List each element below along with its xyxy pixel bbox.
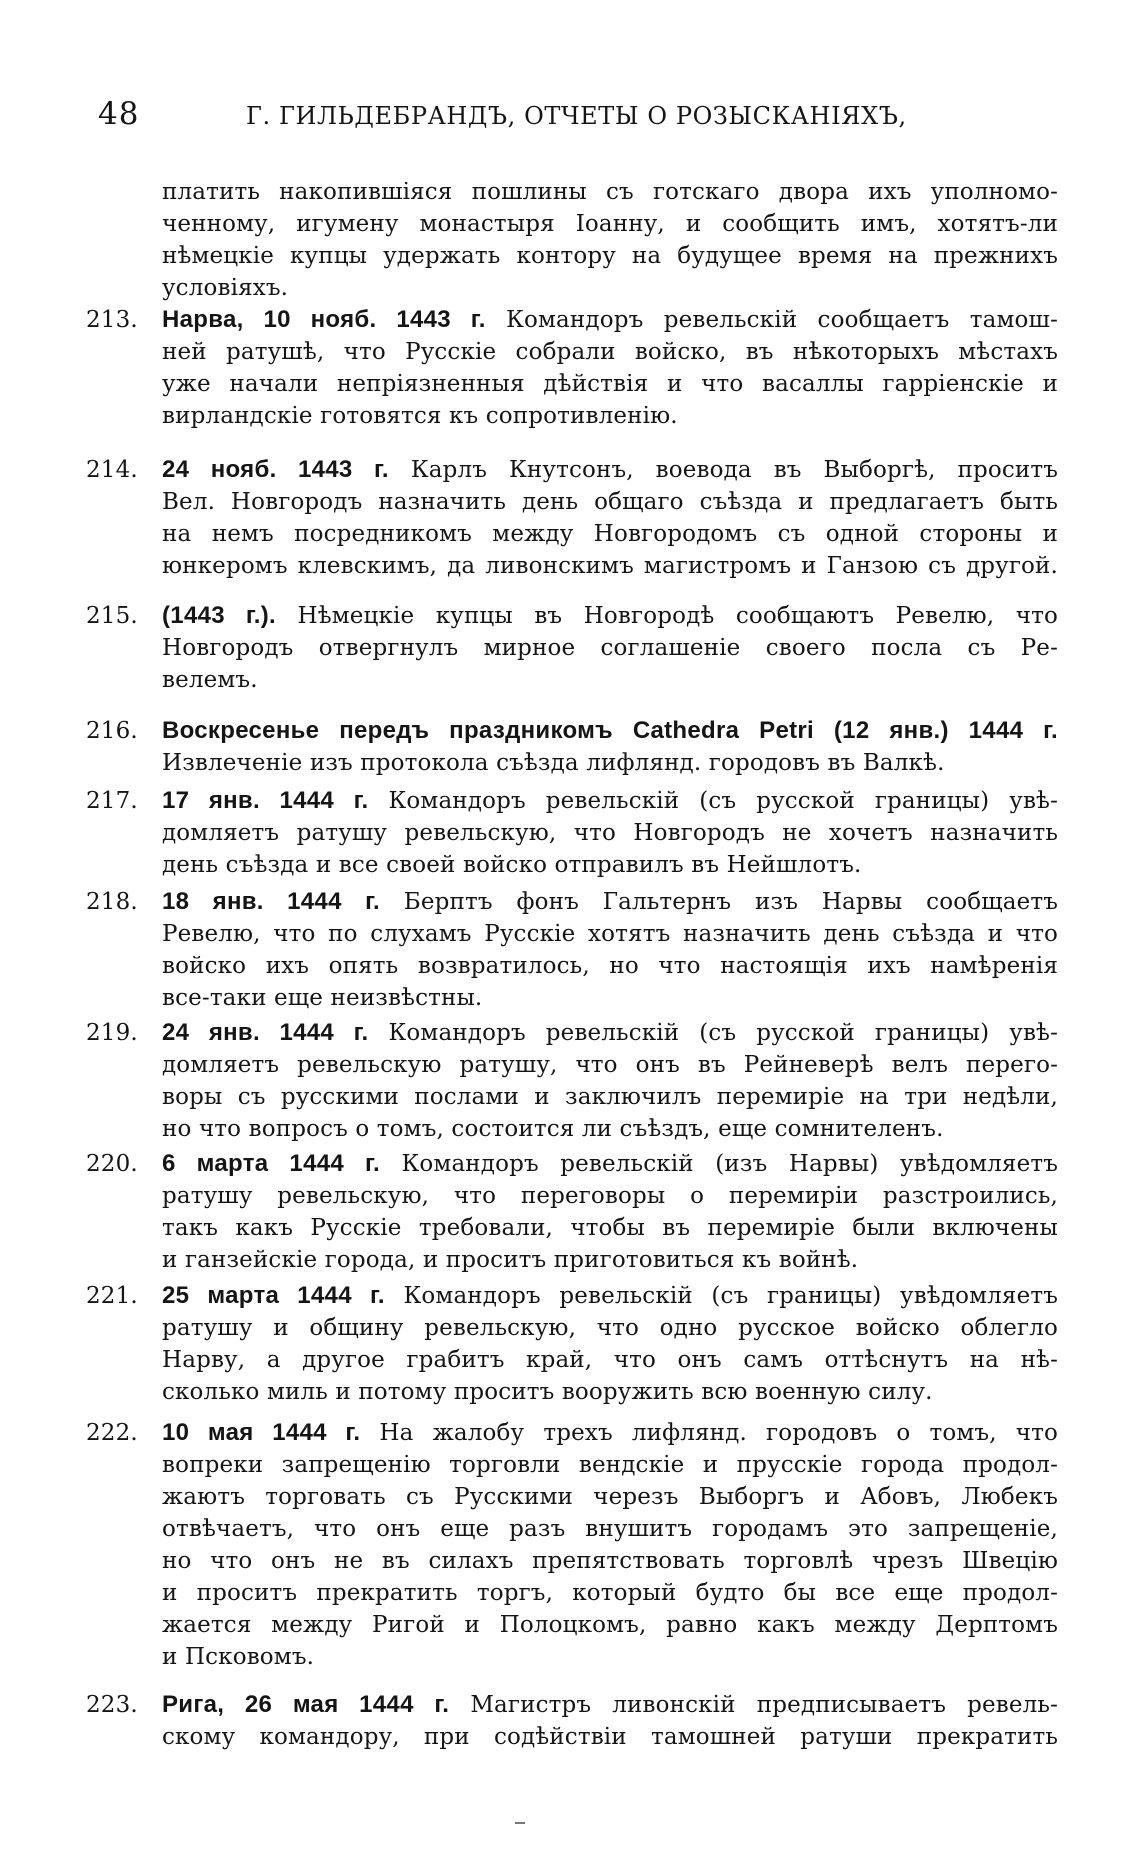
entry-text: Командоръ ревельскій (съ русской границы) увѣ- (388, 1020, 1058, 1046)
entry-214 (86, 454, 1058, 582)
entry-line: и ганзейскіе города, и проситъ приготовиться къ войнѣ. (162, 1247, 859, 1273)
entry-number: 222. (86, 1420, 138, 1446)
entry-body (162, 454, 1058, 582)
entry-221 (86, 1280, 1058, 1408)
entry-number: 223. (86, 1692, 138, 1718)
entry-line: на немъ посредникомъ между Новгородомъ съ одной стороны и (162, 521, 1058, 547)
entry-223 (86, 1689, 1058, 1753)
entry-line: и проситъ прекратить торгъ, который будто бы все еще продол- (162, 1580, 1058, 1606)
entry-body (162, 600, 1058, 696)
entry-220 (86, 1148, 1058, 1276)
entry-216 (86, 715, 1058, 779)
entry-number: 218. (86, 889, 138, 915)
entry-213 (86, 304, 1058, 432)
entry-number: 220. (86, 1151, 138, 1177)
entry-line (162, 1417, 1058, 1449)
entry-line: велемъ. (162, 667, 258, 693)
entry-line: сколько миль и потому проситъ вооружить всю военную силу. (162, 1379, 933, 1405)
entry-number: 221. (86, 1283, 138, 1309)
entry-heading: (1443 г.). (162, 602, 276, 629)
entry-text: Командоръ ревельскій (съ границы) увѣдомляетъ (403, 1283, 1058, 1309)
entry-heading: 6 марта 1444 г. (162, 1150, 380, 1177)
entry-text: Командоръ ревельскій (съ русской границы) увѣ- (388, 788, 1058, 814)
page-number: 48 (98, 96, 140, 132)
entry-line (162, 600, 1058, 632)
entry-line: ней ратушѣ, что Русскіе собрали войско, въ нѣкоторыхъ мѣстахъ (162, 339, 1058, 365)
entry-body (162, 1280, 1058, 1408)
page-header (98, 96, 1058, 146)
entry-heading: 17 янв. 1444 г. (162, 787, 369, 814)
entry-line: вопреки запрещенію торговли вендскіе и прусскіе города продол- (162, 1452, 1058, 1478)
entry-line: но что вопросъ о томъ, состоится ли съѣздъ, еще сомнителенъ. (162, 1116, 944, 1142)
entry-line: жается между Ригой и Полоцкомъ, равно какъ между Дерптомъ (162, 1612, 1058, 1638)
entry-line (162, 454, 1058, 486)
entry-body (162, 1148, 1058, 1276)
entry-line: Новгородъ отвергнулъ мирное соглашеніе своего посла съ Ре- (162, 635, 1058, 661)
entry-line: жаютъ торговать съ Русскими черезъ Выборгъ и Абовъ, Любекъ (162, 1484, 1058, 1510)
entry-body (162, 1689, 1058, 1753)
entry-line: скому командору, при содѣйствіи тамошней ратуши прекратить (162, 1724, 1058, 1750)
entry-number: 215. (86, 603, 138, 629)
entry-body (162, 304, 1058, 432)
entry-text: Командоръ ревельскій (изъ Нарвы) увѣдомляетъ (401, 1151, 1058, 1177)
entry-heading: 24 янв. 1444 г. (162, 1019, 369, 1046)
intro-paragraph (162, 176, 1058, 304)
entry-line: воры съ русскими послами и заключилъ перемиріе на три недѣли, (162, 1084, 1058, 1110)
entry-heading: 24 нояб. 1443 г. (162, 456, 389, 483)
entry-body (162, 785, 1058, 881)
entry-line: Ревелю, что по слухамъ Русскіе хотятъ назначить день съѣзда и что (162, 921, 1058, 947)
entry-line: ратушу и общину ревельскую, что одно русское войско облегло (162, 1315, 1058, 1341)
entry-text: Карлъ Кнутсонъ, воевода въ Выборгѣ, проситъ (410, 457, 1059, 483)
entry-body (162, 1017, 1058, 1145)
entry-line (162, 715, 1058, 747)
running-title: Г. ГИЛЬДЕБРАНДЪ, ОТЧЕТЫ О РОЗЫСКАНІЯХЪ, (246, 102, 907, 130)
entry-body (162, 715, 1058, 779)
entry-217 (86, 785, 1058, 881)
entry-heading: Нарва, 10 нояб. 1443 г. (162, 306, 486, 333)
entry-line: вирландскіе готовятся къ сопротивленію. (162, 403, 678, 429)
intro-line: ченному, игумену монастыря Іоанну, и сообщить имъ, хотятъ-ли (162, 211, 1058, 237)
entry-line: отвѣчаетъ, что онъ еще разъ внушитъ городамъ это запрещеніе, (162, 1516, 1058, 1542)
entry-number: 217. (86, 788, 138, 814)
entry-body (162, 886, 1058, 1014)
entry-text: Магистръ ливонскій предписываетъ ревель- (470, 1692, 1058, 1718)
entry-number: 214. (86, 457, 138, 483)
entry-number: 213. (86, 307, 138, 333)
entry-line: Вел. Новгородъ назначить день общаго съѣзда и предлагаетъ быть (162, 489, 1058, 515)
entry-line: ратушу ревельскую, что переговоры о перемиріи разстроились, (162, 1183, 1058, 1209)
entry-heading: Рига, 26 мая 1444 г. (162, 1691, 450, 1718)
entry-line: но что онъ не въ силахъ препятствовать торговлѣ чрезъ Швецію (162, 1548, 1058, 1574)
entry-line (162, 1017, 1058, 1049)
entry-line (162, 886, 1058, 918)
intro-line: условіяхъ. (162, 275, 289, 301)
entry-text: Нѣмецкіе купцы въ Новгородѣ сообщаютъ Ревелю, что (297, 603, 1058, 629)
entry-text: Берптъ фонъ Гальтернъ изъ Нарвы сообщаетъ (403, 889, 1059, 915)
entry-line (162, 1280, 1058, 1312)
entry-222 (86, 1417, 1058, 1673)
entry-line: войско ихъ опять возвратилось, но что настоящія ихъ намѣренія (162, 953, 1058, 979)
print-mark (515, 1822, 525, 1824)
entry-heading: Воскресенье передъ праздникомъ Cathedra Petri (12 янв.) 1444 г. (162, 717, 1058, 744)
entry-219 (86, 1017, 1058, 1145)
entry-heading: 18 янв. 1444 г. (162, 888, 380, 915)
entry-line: такъ какъ Русскіе требовали, чтобы въ перемиріе были включены (162, 1215, 1058, 1241)
entry-line (162, 304, 1058, 336)
entry-line (162, 1148, 1058, 1180)
entry-line: Извлеченіе изъ протокола съѣзда лифлянд. городовъ въ Валкѣ. (162, 750, 945, 776)
intro-line: нѣмецкіе купцы удержать контору на будущее время на прежнихъ (162, 243, 1058, 269)
entry-heading: 25 марта 1444 г. (162, 1282, 385, 1309)
entry-text: На жалобу трехъ лифлянд. городовъ о томъ, что (379, 1420, 1058, 1446)
entry-218 (86, 886, 1058, 1014)
entry-line: домляетъ ратушу ревельскую, что Новгородъ не хочетъ назначить (162, 820, 1058, 846)
entry-text: Командоръ ревельскій сообщаетъ тамош- (506, 307, 1058, 333)
entry-215 (86, 600, 1058, 696)
entry-number: 216. (86, 718, 138, 744)
entry-line: уже начали непріязненныя дѣйствія и что васаллы гарріенскіе и (162, 371, 1058, 397)
entry-line (162, 1689, 1058, 1721)
entry-line: день съѣзда и все своей войско отправилъ въ Нейшлотъ. (162, 852, 862, 878)
entry-number: 219. (86, 1020, 138, 1046)
entry-heading: 10 мая 1444 г. (162, 1419, 361, 1446)
intro-line: платить накопившіяся пошлины съ готскаго двора ихъ уполномо- (162, 179, 1058, 205)
entry-line: все-таки еще неизвѣстны. (162, 985, 483, 1011)
entry-line: Нарву, а другое грабитъ край, что онъ самъ оттѣснутъ на нѣ- (162, 1347, 1058, 1373)
entry-line: домляетъ ревельскую ратушу, что онъ въ Рейневерѣ велъ перего- (162, 1052, 1058, 1078)
entry-body (162, 1417, 1058, 1673)
entry-line: и Псковомъ. (162, 1644, 315, 1670)
entry-line (162, 785, 1058, 817)
entry-line: юнкеромъ клевскимъ, да ливонскимъ магистромъ и Ганзою съ другой. (162, 553, 1058, 579)
